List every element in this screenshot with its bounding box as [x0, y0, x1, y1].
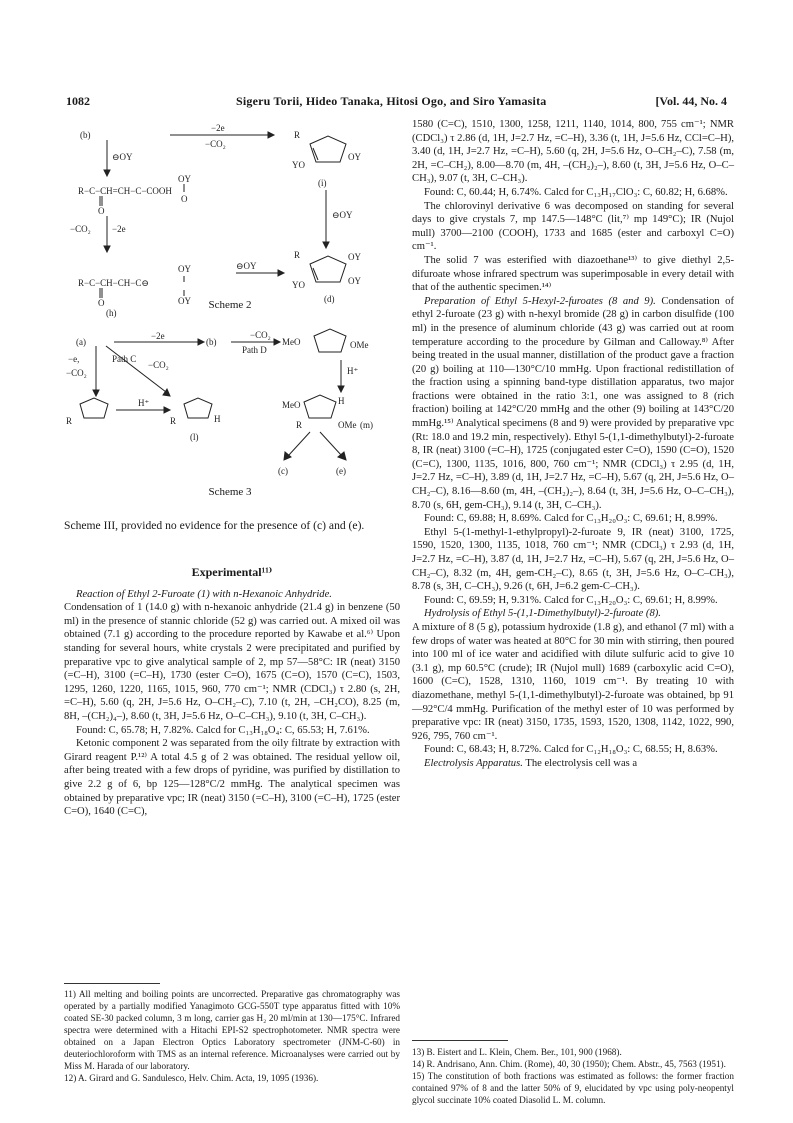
label-oy: ⊖OY — [112, 152, 133, 162]
label-minus-2e-3: −2e — [151, 331, 165, 341]
label-minus-2e: −2e — [211, 123, 225, 133]
label-r-mid: R — [170, 416, 177, 426]
experimental-heading: Experimental¹¹⁾ — [191, 565, 273, 579]
esterification-paragraph: The solid 7 was esterified with diazoethane¹³⁾ to give diethyl 2,5-difuroate whose infrared spectrum was superimposable in every detail with that of the authentic specimen.¹⁴⁾ — [412, 254, 734, 294]
label-oy-b: OY — [178, 264, 191, 274]
label-minus-2e-b: −2e — [112, 224, 126, 234]
label-path-c: Path C — [112, 354, 137, 364]
left-footnotes — [64, 988, 400, 1084]
carbanion-formula: R−C−CH−CH−C⊖ — [78, 278, 149, 288]
label-yo-d: YO — [292, 280, 305, 290]
scheme-2-caption: Scheme 2 — [208, 299, 252, 311]
label-c: (c) — [278, 466, 288, 476]
label-oy-i: OY — [348, 152, 361, 162]
label-yo-i: YO — [292, 160, 305, 170]
chlorovinyl-paragraph: The chlorovinyl derivative 6 was decomposed on standing for several days to give crystals 7, mp 147.5—148°C (lit,⁷⁾ mp 149°C); IR (Nujol mull) 3700—2100 (COOH), 1733 and 1685 (ester and carboxyl C=O) cm⁻¹. — [412, 200, 734, 253]
acid-formula: R−C−CH=CH−C−COOH — [78, 186, 172, 196]
right-column-body — [412, 118, 734, 771]
right-footnote-rule — [412, 1040, 508, 1041]
footnote-14: 14) R. Andrisano, Ann. Chim. (Rome), 40, 30 (1950); Chem. Abstr., 45, 7563 (1951). — [412, 1059, 726, 1069]
label-h-bot: H — [338, 396, 345, 406]
label-r-i: R — [294, 130, 301, 140]
reaction-subheading: Reaction of Ethyl 2-Furoate (1) with n-Hexanoic Anhydride. — [76, 588, 332, 600]
page-number: 1082 — [66, 94, 90, 108]
ir-continuation-paragraph: 1580 (C=C), 1510, 1300, 1258, 1211, 1140, 1014, 800, 755 cm⁻¹; NMR (CDCl₃) τ 2.86 (d, 1H, J=2.7 Hz, =C–H), 3.36 (t, 1H, J=5.6 Hz, CCl=C–H), 3.40 (d, 1H, J=2.7 Hz, =C–H), 5.60 (q, 2H, J=5.6 Hz, O–CH₂–C), 7.58 (m, 2H, =C–CH₂), 8.00—8.70 (m, 4H, –(CH₂)₂–), 8.60 (t, 3H, J=5.6 Hz, O–C–CH₃), 9.07 (t, 3H, C–CH₃). — [412, 119, 734, 185]
scheme-iii-paragraph: Scheme III, provided no evidence for the presence of (c) and (e). — [64, 519, 365, 532]
label-oy-down: ⊖OY — [332, 210, 353, 220]
furoate-9-found: Found: C, 69.59; H, 9.31%. Calcd for C₁₃H₂₀O₃: C, 69.61; H, 8.99%. — [424, 594, 718, 606]
svg-text:O: O — [181, 194, 188, 204]
label-r-left: R — [66, 416, 73, 426]
label-b-3: (b) — [206, 337, 217, 347]
label-h-mid: H — [214, 414, 221, 424]
hydrolysis-paragraph: A mixture of 8 (5 g), potassium hydroxide (1.8 g), and ethanol (7 ml) with a few drops of water was heated at 80°C for 30 min with stirring, then poured into 100 ml of ice water and acidified with dilute sulfuric acid to give 10 (3.1 g), mp 60.5°C (crude); IR (Nujol mull) 1689 (carboxylic acid C=O), 1600 (C=C), 1528, 1310, 1160, 1019 cm⁻¹. By treating 10 with diazomethane, methyl 5-(1,1-dimethylbutyl)-2-furoate was obtained, bp 91—92°C/4 mmHg. Purification of the methyl ester of 10 was performed by preparative vpc: IR (neat) 3150, 1735, 1593, 1520, 1308, 1142, 1022, 990, 926, 795, 760 cm⁻¹. — [412, 621, 734, 742]
volume-info: [Vol. 44, No. 4 — [655, 94, 727, 108]
hydrolysis-subheading: Hydrolysis of Ethyl 5-(1,1-Dimethylbutyl)-2-furoate (8). — [424, 608, 661, 620]
label-oy-d2: OY — [348, 276, 361, 286]
label-ome-top: OMe — [350, 340, 369, 350]
label-meo-bot: MeO — [282, 400, 301, 410]
label-oy-a: OY — [178, 174, 191, 184]
label-i: (i) — [318, 178, 327, 188]
left-column-intro — [64, 518, 400, 533]
author-line: Sigeru Torii, Hideo Tanaka, Hitosi Ogo, and Siro Yamasita — [236, 94, 547, 108]
label-r-bot: R — [296, 420, 303, 430]
reaction-found: Found: C, 65.78; H, 7.82%. Calcd for C₁₃H₁₈O₄: C, 65.53; H, 7.61%. — [76, 724, 370, 736]
label-b: (b) — [80, 130, 91, 140]
hydrolysis-found: Found: C, 68.43; H, 8.72%. Calcd for C₁₂H₁₈O₃: C, 68.55; H, 8.63%. — [424, 744, 718, 756]
label-ome-bot: OMe — [338, 420, 357, 430]
label-minus-co2-b: −CO₂ — [70, 224, 91, 234]
furoate-9-paragraph: Ethyl 5-(1-methyl-1-ethylpropyl)-2-furoate 9, IR (neat) 3100, 1725, 1590, 1520, 1300, 1135, 1018, 760 cm⁻¹; NMR (CDCl₃) τ 2.93 (d, 1H, J=2.7 Hz, =C–H), 3.87 (d, 1H, J=2.7 Hz, =C–H), 5.67 (q, 2H, J=5.6 Hz, O–CH₂–C), 8.32 (m, 4H, gem-CH₂–C), 8.65 (t, 3H, J=5.6 Hz, O–C–CH₃), 8.78 (s, 3H, C–CH₃), 9.26 (t, 6H, J=6.2 gem-C–CH₃). — [412, 526, 734, 593]
preparation-paragraph: Condensation of ethyl 2-furoate (23 g) with n-hexyl bromide (28 g) in carbon disulfide (100 ml) in the presence of aluminum chloride (43 g) was carried out at room temperature according to the procedure by Gilman and Calloway.⁸⁾ After being treated in the usual manner, distillation of the product gave a fraction (20 g) boiling at 110—130°C/10 mmHg. Upon fractional redistillation of the fraction using a spinning band-type distillation apparatus, two major fractions were obtained in the ratio 3:1, one was assigned to 8 (rich fraction) boiling at 142°C/20 mmHg and the other (9) boiling at 143°C/20 mmHg.¹⁵⁾ Analytical specimens (8 and 9) were provided by preparative vpc (Rt: 18.0 and 19.2 min, respectively). Ethyl 5-(1,1-dimethylbutyl)-2-furoate 8, IR (neat) 3100 (=C–H), 1725 (conjugated ester C=O), 1590 (C=O), 1520 (C=C), 1300, 1135, 1016, 800, 760 cm⁻¹; NMR (CDCl₃) τ 2.95 (d, 1H, J=2.7 Hz, =C–H), 3.89 (d, 1H, J=2.7 Hz, =C–H), 5.67 (q, 2H, J=5.6 Hz, O–CH₂–C), 8.16—8.60 (m, 4H, –(CH₂)₂–), 8.64 (t, 3H, J=5.6 Hz, O–C–CH₃), 8.70 (s, 6H, gem-CH₃), 9.14 (t, 3H, C–CH₃). — [412, 295, 735, 511]
ketonic-paragraph: Ketonic component 2 was separated from the oily filtrate by extraction with Girard reagent P.¹²⁾ A total 4.5 g of 2 was obtained. The residual yellow oil, after being treated with a few drops of pyridine, was purified by distillation to give 2.2 g of 6, bp 125—128°C/2 mmHg. The analytical specimen was obtained by preparative vpc; IR (neat) 3150 (=C–H), 3100 (=C–H), 1725 (ester C=O), 1640 (C=C), — [64, 738, 400, 818]
label-r-d: R — [294, 250, 301, 260]
label-hplus-3: H⁺ — [347, 366, 359, 376]
preparation-subheading: Preparation of Ethyl 5-Hexyl-2-furoates (8 and 9). — [424, 295, 656, 307]
label-h: (h) — [106, 308, 117, 318]
label-minus-co2-3: −CO₂ — [250, 330, 271, 340]
running-header — [66, 94, 727, 110]
label-minus-co2-c: −CO₂ — [66, 368, 87, 378]
electrolysis-subheading: Electrolysis Apparatus. — [424, 757, 523, 769]
left-footnote-rule — [64, 983, 160, 984]
furoate-8-found: Found: C, 69.88; H, 8.69%. Calcd for C₁₃H₂₀O₃: C, 69.61; H, 8.99%. — [424, 513, 718, 525]
label-path-d: Path D — [242, 345, 267, 355]
scheme-3-figure — [66, 328, 400, 488]
label-l: (l) — [190, 432, 199, 442]
label-m: (m) — [360, 420, 373, 430]
label-minus-e: −e, — [68, 354, 80, 364]
label-e: (e) — [336, 466, 346, 476]
svg-text:O: O — [98, 298, 105, 308]
footnote-15: 15) The constitution of both fractions was estimated as follows: the former fraction contained 97% of 8 and the latter 50% of 9, elucidated by vpc using poly-neopentyl glycol succinate 10% coated Diasolid L. M. column. — [412, 1071, 734, 1105]
label-meo-top: MeO — [282, 337, 301, 347]
label-oy-c: OY — [178, 296, 191, 306]
footnote-12: 12) A. Girard and G. Sandulesco, Helv. Chim. Acta, 19, 1095 (1936). — [64, 1073, 319, 1083]
scheme-2-figure — [66, 118, 400, 318]
label-hplus-mid: H⁺ — [138, 398, 150, 408]
scheme-3-caption: Scheme 3 — [208, 486, 252, 498]
left-column-body — [64, 566, 400, 819]
label-a: (a) — [76, 337, 86, 347]
electrolysis-paragraph: The electrolysis cell was a — [525, 757, 638, 769]
reaction-paragraph: Condensation of 1 (14.0 g) with n-hexanoic anhydride (21.4 g) in benzene (50 ml) in the presence of stannic chloride (52 g) was carried out. A mixed oil was obtained (7.1 g) according to the procedure reported by Kawabe et al.⁶⁾ Upon standing for several hours, white crystals 2 were precipitated and purified by preparative vpc to give analytical sample of 2, mp 57—58°C: IR (neat) 3150 (=C–H), 3100 (=C–H), 1730 (ester C=O), 1675 (C=O), 1570 (C=C), 1503, 1295, 1260, 1220, 1165, 1015, 960, 770 cm⁻¹; NMR (CDCl₃) τ 2.80 (s, 2H, =C–H), 5.60 (q, 2H, J=5.6 Hz, O–CH₂–C), 7.10 (t, 2H, –CH₂CO), 8.25 (m, 8H, –(CH₂)₄–), 8.60 (t, 3H, J=5.6 Hz, O–C–CH₃), 9.10 (t, 3H, C–CH₃). — [64, 602, 400, 722]
label-oy-d1: OY — [348, 252, 361, 262]
chlorovinyl-found: Found: C, 60.44; H, 6.74%. Calcd for C₁₃H₁₇ClO₃: C, 60.82; H, 6.68%. — [424, 186, 728, 198]
footnote-11: 11) All melting and boiling points are uncorrected. Preparative gas chromatography was operated by a partially modified Yanagimoto GCG-550T type apparatus fitted with 10% coated SE-30 packed column, 3 m long, carrier gas H₂ 20 ml/min at 130—175°C. Infrared spectra were determined with a Hitachi EPI-S2 spectrophotometer. NMR spectra were obtained on a Japan Electron Optics Laboratory spectrometer (JNM-C-60) in deuteriochloroform with TMS as an internal reference. Microanalyses were carried out by Miss M. Harada of our laboratory. — [64, 989, 400, 1071]
label-minus-co2-d: −CO₂ — [148, 360, 169, 370]
label-d: (d) — [324, 294, 335, 304]
footnote-13: 13) B. Eistert and L. Klein, Chem. Ber., 101, 900 (1968). — [412, 1047, 622, 1057]
right-footnotes — [412, 1046, 734, 1106]
label-minus-co2: −CO₂ — [205, 139, 226, 149]
svg-text:O: O — [98, 206, 105, 216]
label-oy-arrow: ⊖OY — [236, 261, 257, 271]
